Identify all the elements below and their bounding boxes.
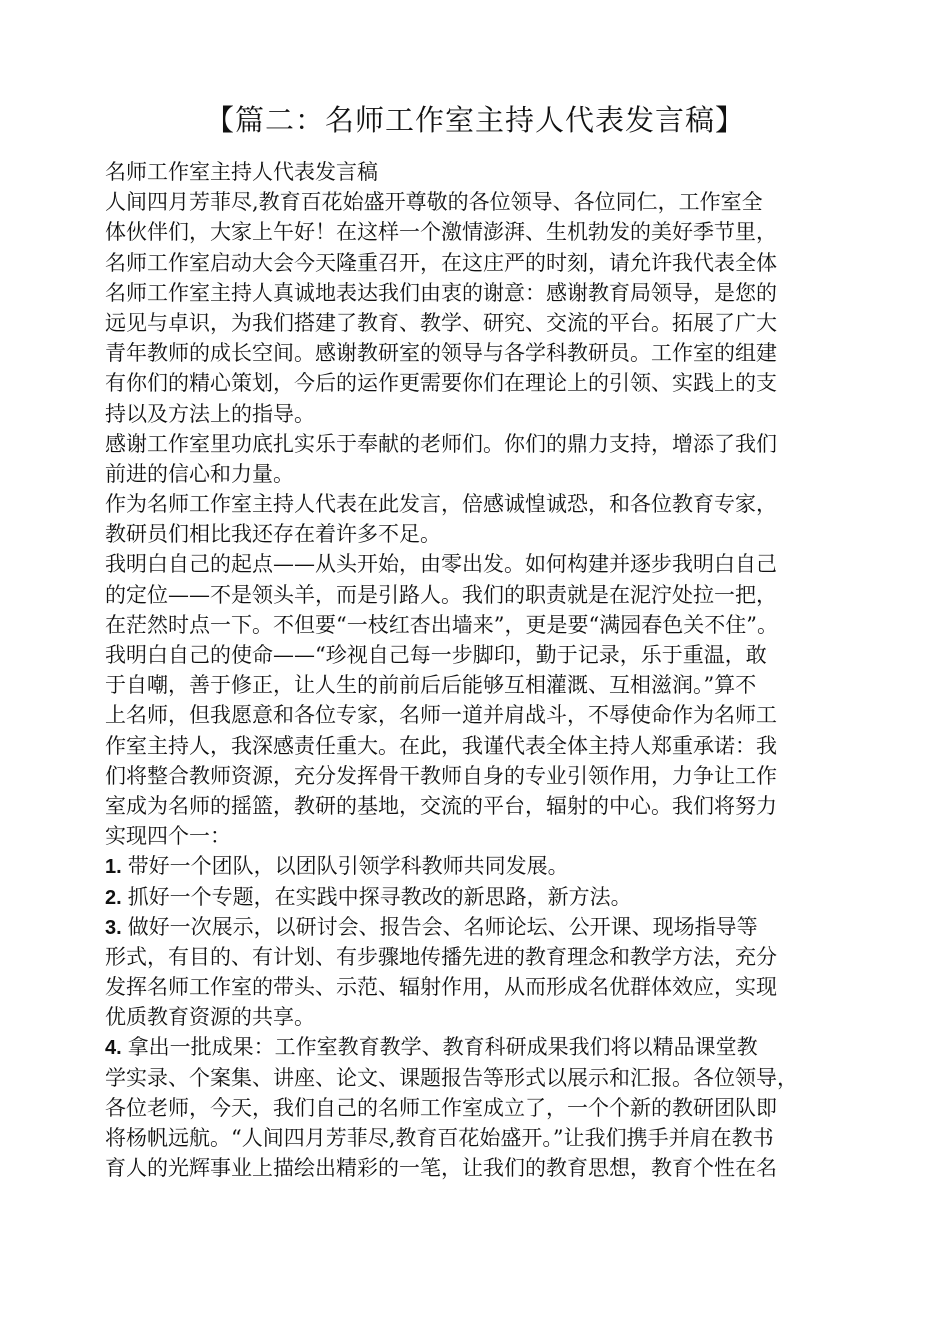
list-item-continuation: 各位老师，今天，我们自己的名师工作室成立了，一个个新的教研团队即 bbox=[105, 1095, 777, 1120]
paragraph-line: 在茫然时点一下。不但要“一枝红杏出墙来”，更是要“满园春色关不住”。 bbox=[105, 612, 778, 637]
list-item-text: 做好一次展示，以研讨会、报告会、名师论坛、公开课、现场指导等 bbox=[127, 914, 758, 939]
paragraph-line: 持以及方法上的指导。 bbox=[105, 401, 315, 426]
list-item bbox=[105, 1032, 865, 1062]
paragraph-line: 感谢工作室里功底扎实乐于奉献的老师们。你们的鼎力支持，增添了我们 bbox=[105, 431, 777, 456]
paragraph-line: 于自嘲，善于修正，让人生的前前后后能够互相灌溉、互相滋润。”算不 bbox=[105, 673, 757, 698]
list-item bbox=[105, 882, 865, 912]
list-item-text: 拿出一批成果：工作室教育教学、教育科研成果我们将以精品课堂教 bbox=[127, 1035, 758, 1060]
list-item-text: 抓好一个专题，在实践中探寻教改的新思路，新方法。 bbox=[127, 884, 632, 909]
list-item-number: 2. bbox=[105, 886, 122, 909]
list-item-continuation: 优质教育资源的共享。 bbox=[105, 1005, 315, 1030]
paragraph-line: 人间四月芳菲尽,教育百花始盛开尊敬的各位领导、各位同仁，工作室全 bbox=[105, 190, 763, 215]
paragraph-line: 们将整合教师资源，充分发挥骨干教师自身的专业引领作用，力争让工作 bbox=[105, 763, 777, 788]
paragraph-line: 名师工作室主持人真诚地表达我们由衷的谢意：感谢教育局领导，是您的 bbox=[105, 280, 777, 305]
list-item-number: 1. bbox=[105, 856, 122, 879]
list-item-number: 3. bbox=[105, 916, 122, 939]
list-item bbox=[105, 851, 865, 881]
paragraph-line: 体伙伴们，大家上午好！在这样一个激情澎湃、生机勃发的美好季节里， bbox=[105, 220, 777, 245]
list-item-continuation: 形式，有目的、有计划、有步骤地传播先进的教育理念和教学方法，充分 bbox=[105, 944, 777, 969]
list-item-continuation: 育人的光辉事业上描绘出精彩的一笔，让我们的教育思想，教育个性在名 bbox=[105, 1156, 777, 1181]
paragraph-line: 前进的信心和力量。 bbox=[105, 461, 294, 486]
paragraph-line: 的定位——不是领头羊，而是引路人。我们的职责就是在泥泞处拉一把， bbox=[105, 582, 777, 607]
document-body bbox=[105, 157, 865, 1183]
list-item-continuation: 发挥名师工作室的带头、示范、辐射作用，从而形成名优群体效应，实现 bbox=[105, 975, 777, 1000]
list-item-number: 4. bbox=[105, 1037, 122, 1060]
document-title: 【篇二：名师工作室主持人代表发言稿】 bbox=[204, 103, 745, 137]
paragraph-line: 我明白自己的起点——从头开始，由零出发。如何构建并逐步我明白自己 bbox=[105, 552, 777, 577]
paragraph-line: 我明白自己的使命——“珍视自己每一步脚印，勤于记录，乐于重温，敢 bbox=[105, 643, 767, 667]
paragraph-line: 上名师，但我愿意和各位专家，名师一道并肩战斗，不辱使命作为名师工 bbox=[105, 703, 777, 728]
paragraph-line: 名师工作室启动大会今天隆重召开，在这庄严的时刻，请允许我代表全体 bbox=[105, 250, 777, 275]
paragraph-line: 教研员们相比我还存在着许多不足。 bbox=[105, 522, 441, 547]
paragraph-line: 作为名师工作室主持人代表在此发言，倍感诚惶诚恐，和各位教育专家， bbox=[105, 492, 777, 517]
paragraph-line: 有你们的精心策划，今后的运作更需要你们在理论上的引领、实践上的支 bbox=[105, 371, 777, 396]
paragraph-line: 实现四个一： bbox=[105, 824, 231, 849]
paragraph-line: 青年教师的成长空间。感谢教研室的领导与各学科教研员。工作室的组建 bbox=[105, 341, 777, 366]
paragraph-line: 远见与卓识，为我们搭建了教育、教学、研究、交流的平台。拓展了广大 bbox=[105, 310, 777, 335]
list-item-text: 带好一个团队，以团队引领学科教师共同发展。 bbox=[127, 854, 569, 879]
list-item bbox=[105, 912, 865, 942]
list-item-continuation: 将杨帆远航。“人间四月芳菲尽,教育百花始盛开。”让我们携手并肩在教书 bbox=[105, 1126, 774, 1150]
subtitle-line: 名师工作室主持人代表发言稿 bbox=[105, 160, 378, 184]
paragraph-line: 作室主持人，我深感责任重大。在此，我谨代表全体主持人郑重承诺：我 bbox=[105, 733, 777, 758]
paragraph-line: 室成为名师的摇篮，教研的基地，交流的平台，辐射的中心。我们将努力 bbox=[105, 793, 777, 818]
list-item-continuation: 学实录、个案集、讲座、论文、课题报告等形式以展示和汇报。各位领导， bbox=[105, 1065, 798, 1090]
